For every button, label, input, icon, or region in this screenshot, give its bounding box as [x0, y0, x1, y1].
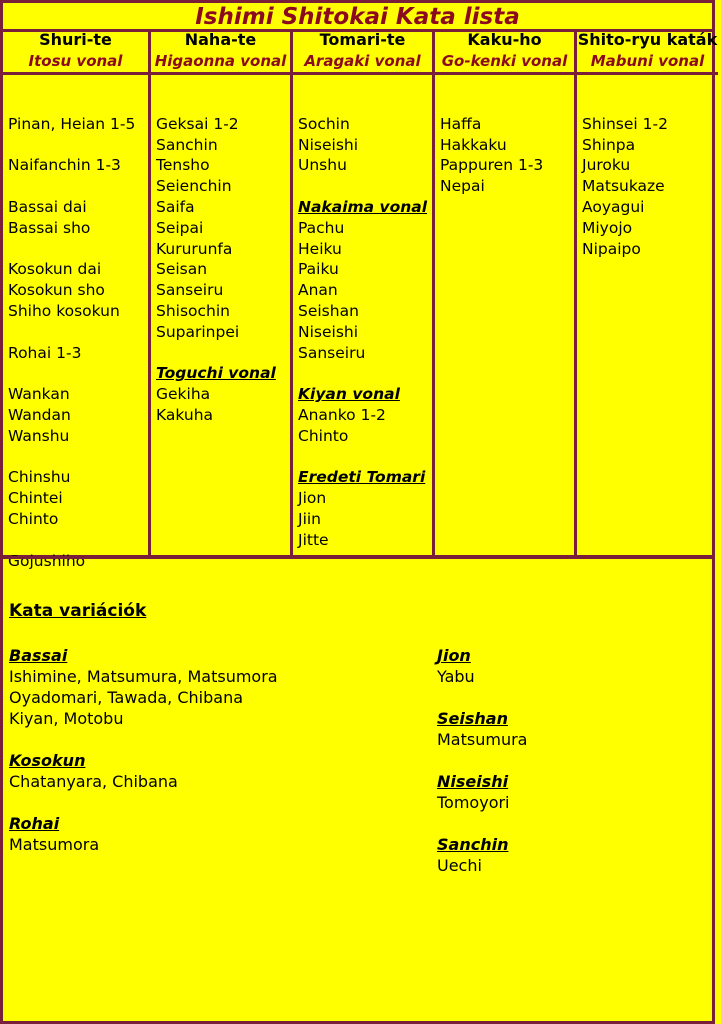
kata-item: Kakuha: [156, 405, 214, 424]
variation-masters: Oyadomari, Tawada, Chibana: [9, 688, 244, 707]
kata-item: Nipaipo: [582, 239, 641, 258]
column-header: [577, 29, 718, 75]
kata-item: Paiku: [298, 260, 339, 279]
kata-item: [8, 447, 148, 468]
page-title: Ishimi Shitokai Kata lista: [0, 0, 715, 32]
column-header-lineage: Higaonna vonal: [154, 52, 287, 70]
column-header: [293, 29, 432, 75]
kata-item: Wankan: [8, 385, 70, 404]
kata-item: Matsukaze: [582, 177, 665, 196]
kata-item: Pappuren 1-3: [440, 156, 544, 175]
kata-item: [8, 322, 148, 343]
kata-item: Pinan, Heian 1-5: [8, 114, 136, 133]
kata-item: Niseishi: [298, 322, 359, 341]
kata-item: Kururunfa: [156, 239, 233, 258]
kata-list: [293, 93, 432, 551]
column-kaku-ho: [435, 29, 577, 555]
kata-item: Jitte: [298, 530, 329, 549]
kata-item: Jion: [298, 489, 327, 508]
kata-item: [298, 447, 432, 468]
kata-item: Pachu: [298, 218, 345, 237]
variation-group: [9, 813, 278, 855]
variations-right: [437, 645, 527, 897]
kata-item: Seisan: [156, 260, 208, 279]
kata-item: [156, 343, 290, 364]
kata-item: Chinshu: [8, 468, 71, 487]
kata-item: Gekiha: [156, 385, 211, 404]
kata-item: [8, 135, 148, 156]
kata-item: Anan: [298, 281, 338, 300]
kata-item: Tensho: [156, 156, 210, 175]
kata-item: [298, 363, 432, 384]
variation-group: [437, 708, 527, 750]
column-header-lineage: Aragaki vonal: [304, 52, 421, 70]
lineage-subheading: Nakaima vonal: [298, 197, 428, 216]
column-header-name: Shuri-te: [39, 30, 112, 49]
kata-item: Unshu: [298, 156, 347, 175]
variation-masters: Uechi: [437, 856, 482, 875]
kata-item: [8, 363, 148, 384]
column-header-name: Naha-te: [184, 30, 257, 49]
column-header-lineage: Mabuni vonal: [590, 52, 705, 70]
variation-group: [9, 750, 278, 792]
column-shuri-te: [3, 29, 151, 570]
kata-list: [577, 93, 718, 259]
kata-item: Naifanchin 1-3: [8, 156, 121, 175]
column-tomari-te: [293, 29, 435, 555]
kata-item: Aoyagui: [582, 197, 645, 216]
kata-item: [298, 176, 432, 197]
variation-masters: Matsumura: [437, 730, 528, 749]
column-header: [3, 29, 148, 75]
kata-item: Wanshu: [8, 426, 70, 445]
kata-item: [8, 239, 148, 260]
kata-item: Bassai dai: [8, 197, 87, 216]
kata-item: Chintei: [8, 489, 63, 508]
kata-item: Sanseiru: [156, 281, 224, 300]
variation-kata-name: Niseishi: [437, 772, 509, 791]
kata-item: [156, 93, 290, 114]
kata-item: Nepai: [440, 177, 485, 196]
variation-masters: Ishimine, Matsumura, Matsumora: [9, 667, 278, 686]
kata-item: Geksai 1-2: [156, 114, 239, 133]
variation-masters: Chatanyara, Chibana: [9, 772, 178, 791]
kata-item: Bassai sho: [8, 218, 91, 237]
kata-item: [582, 93, 718, 114]
kata-item: Juroku: [582, 156, 631, 175]
variation-kata-name: Rohai: [9, 814, 60, 833]
kata-item: [440, 93, 574, 114]
kata-item: Chinto: [298, 426, 349, 445]
column-header-lineage: Go-kenki vonal: [441, 52, 568, 70]
lineage-subheading: Eredeti Tomari: [298, 468, 426, 487]
kata-item: Ananko 1-2: [298, 405, 386, 424]
variation-masters: Tomoyori: [437, 793, 510, 812]
column-header-name: Tomari-te: [319, 30, 406, 49]
column-header-name: Kaku-ho: [467, 30, 542, 49]
kata-item: Saifa: [156, 197, 195, 216]
variation-group: [437, 834, 527, 876]
kata-item: Sochin: [298, 114, 350, 133]
variation-kata-name: Bassai: [9, 646, 68, 665]
kata-item: [8, 530, 148, 551]
column-header-name: Shito-ryu katák: [577, 30, 718, 49]
kata-item: Sanseiru: [298, 343, 366, 362]
variation-masters: Matsumora: [9, 835, 100, 854]
kata-item: Gojushiho: [8, 551, 86, 570]
variation-kata-name: Kosokun: [9, 751, 86, 770]
kata-item: Niseishi: [298, 135, 359, 154]
variation-group: [9, 645, 278, 729]
kata-list: [435, 93, 574, 197]
variation-kata-name: Sanchin: [437, 835, 509, 854]
kata-item: Shinsei 1-2: [582, 114, 668, 133]
kata-item: Sanchin: [156, 135, 218, 154]
kata-item: Shinpa: [582, 135, 636, 154]
kata-item: Shisochin: [156, 301, 231, 320]
kata-item: Seipai: [156, 218, 204, 237]
variation-masters: Yabu: [437, 667, 475, 686]
kata-item: [298, 93, 432, 114]
kata-item: Suparinpei: [156, 322, 240, 341]
column-shito-ryu: [577, 29, 718, 555]
kata-item: Jiin: [298, 509, 322, 528]
kata-item: [8, 93, 148, 114]
kata-list: [3, 93, 148, 571]
kata-item: Miyojo: [582, 218, 633, 237]
variation-masters: Kiyan, Motobu: [9, 709, 124, 728]
kata-item: Seienchin: [156, 177, 232, 196]
variation-group: [437, 645, 527, 687]
variation-kata-name: Jion: [437, 646, 471, 665]
variations-title: Kata variációk: [9, 601, 147, 621]
kata-grid: [0, 29, 718, 570]
lineage-subheading: Kiyan vonal: [298, 385, 400, 404]
column-header: [151, 29, 290, 75]
kata-item: Haffa: [440, 114, 482, 133]
kata-list: [151, 93, 290, 426]
column-naha-te: [151, 29, 293, 555]
kata-item: Kosokun dai: [8, 260, 102, 279]
kata-item: Rohai 1-3: [8, 343, 82, 362]
lineage-subheading: Toguchi vonal: [156, 364, 276, 383]
column-header-lineage: Itosu vonal: [28, 52, 123, 70]
kata-item: Chinto: [8, 509, 59, 528]
kata-item: Shiho kosokun: [8, 301, 120, 320]
variation-kata-name: Seishan: [437, 709, 508, 728]
kata-item: Seishan: [298, 301, 359, 320]
kata-item: Wandan: [8, 405, 71, 424]
kata-item: Kosokun sho: [8, 281, 105, 300]
column-header: [435, 29, 574, 75]
variations-section: [0, 556, 715, 1024]
kata-item: Hakkaku: [440, 135, 507, 154]
kata-item: Heiku: [298, 239, 342, 258]
variation-group: [437, 771, 527, 813]
kata-item: [8, 176, 148, 197]
variations-left: [9, 645, 278, 876]
